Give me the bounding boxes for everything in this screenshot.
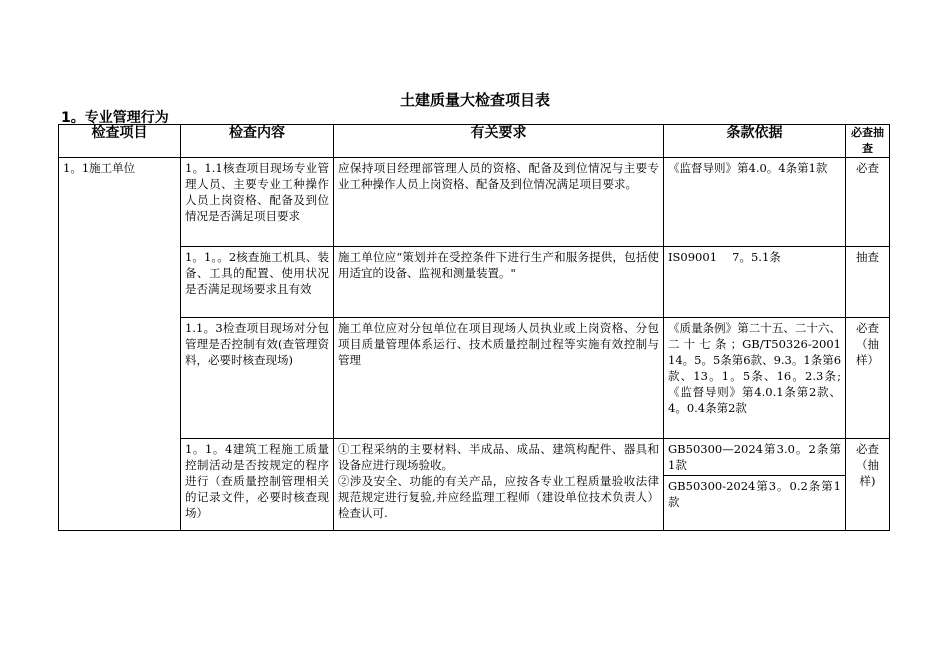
table-row bbox=[59, 439, 890, 476]
header-requirements: 有关要求 bbox=[334, 125, 664, 158]
table-row bbox=[59, 318, 890, 439]
check-type-cell: 必查 bbox=[846, 158, 890, 247]
basis-cell: GB50300—2024第3.0。2条第1款 bbox=[664, 439, 846, 476]
requirement-cell: 应保持项目经理部管理人员的资格、配备及到位情况与主要专业工种操作人员上岗资格、配备及到位情况满足项目要求。 bbox=[334, 158, 664, 247]
basis-cell: GB50300-2024第3。0.2条第1款 bbox=[664, 476, 846, 531]
content-cell: 1。1。。2核查施工机具、装备、工具的配置、使用状况是否满足现场要求且有效 bbox=[181, 247, 334, 318]
requirement-cell bbox=[334, 439, 664, 531]
requirement-item-1: ①工程采纳的主要材料、半成品、成品、建筑构配件、器具和设备应进行现场验收。 bbox=[338, 442, 659, 472]
header-mandatory-sample: 必查抽查 bbox=[846, 125, 890, 158]
check-type-cell: 抽查 bbox=[846, 247, 890, 318]
requirement-item-2: ②涉及安全、功能的有关产品，应按各专业工程质量验收法律规范规定进行复验,并应经监理工程师（建设单位技术负责人）检查认可. bbox=[338, 474, 659, 520]
basis-cell: IS09001 7。5.1条 bbox=[664, 247, 846, 318]
document-title: 土建质量大检查项目表 bbox=[399, 91, 550, 109]
basis-cell: 《监督导则》第4.0。4条第1款 bbox=[664, 158, 846, 247]
basis-cell: 《质量条例》第二十五、二十六、二十七条；GB/T50326-2001 14。5。5条第6款、9.3。1条第6款、13。1。5条、16。2.3条;《监督导则》第4.0.1条第2款、4。0.4条第2款 bbox=[664, 318, 846, 439]
header-inspection-content: 检查内容 bbox=[181, 125, 334, 158]
check-type-cell: 必查（抽样) bbox=[846, 439, 890, 531]
requirement-cell: 施工单位应“策划并在受控条件下进行生产和服务提供，包括使用适宜的设备、监视和测量装置。" bbox=[334, 247, 664, 318]
table-header-row bbox=[59, 125, 890, 158]
requirement-cell: 施工单位应对分包单位在项目现场人员执业或上岗资格、分包项目质量管理体系运行、技术质量控制过程等实施有效控制与管理 bbox=[334, 318, 664, 439]
section-heading: 1。专业管理行为 bbox=[61, 110, 169, 126]
table-row bbox=[59, 247, 890, 318]
inspection-table bbox=[58, 124, 890, 531]
header-inspection-item: 检查项目 bbox=[59, 125, 181, 158]
header-clause-basis: 条款依据 bbox=[664, 125, 846, 158]
table-row bbox=[59, 158, 890, 247]
content-cell: 1。1.1核查项目现场专业管理人员、主要专业工种操作人员上岗资格、配备及到位情况是否满足项目要求 bbox=[181, 158, 334, 247]
content-cell: 1.1。3检查项目现场对分包管理是否控制有效(查管理资料，必要时核查现场) bbox=[181, 318, 334, 439]
content-cell: 1。1。4建筑工程施工质量控制活动是否按规定的程序进行（查质量控制管理相关的记录文件，必要时核查现场） bbox=[181, 439, 334, 531]
group-item-cell: 1。1施工单位 bbox=[59, 158, 181, 531]
check-type-cell: 必查（抽样） bbox=[846, 318, 890, 439]
